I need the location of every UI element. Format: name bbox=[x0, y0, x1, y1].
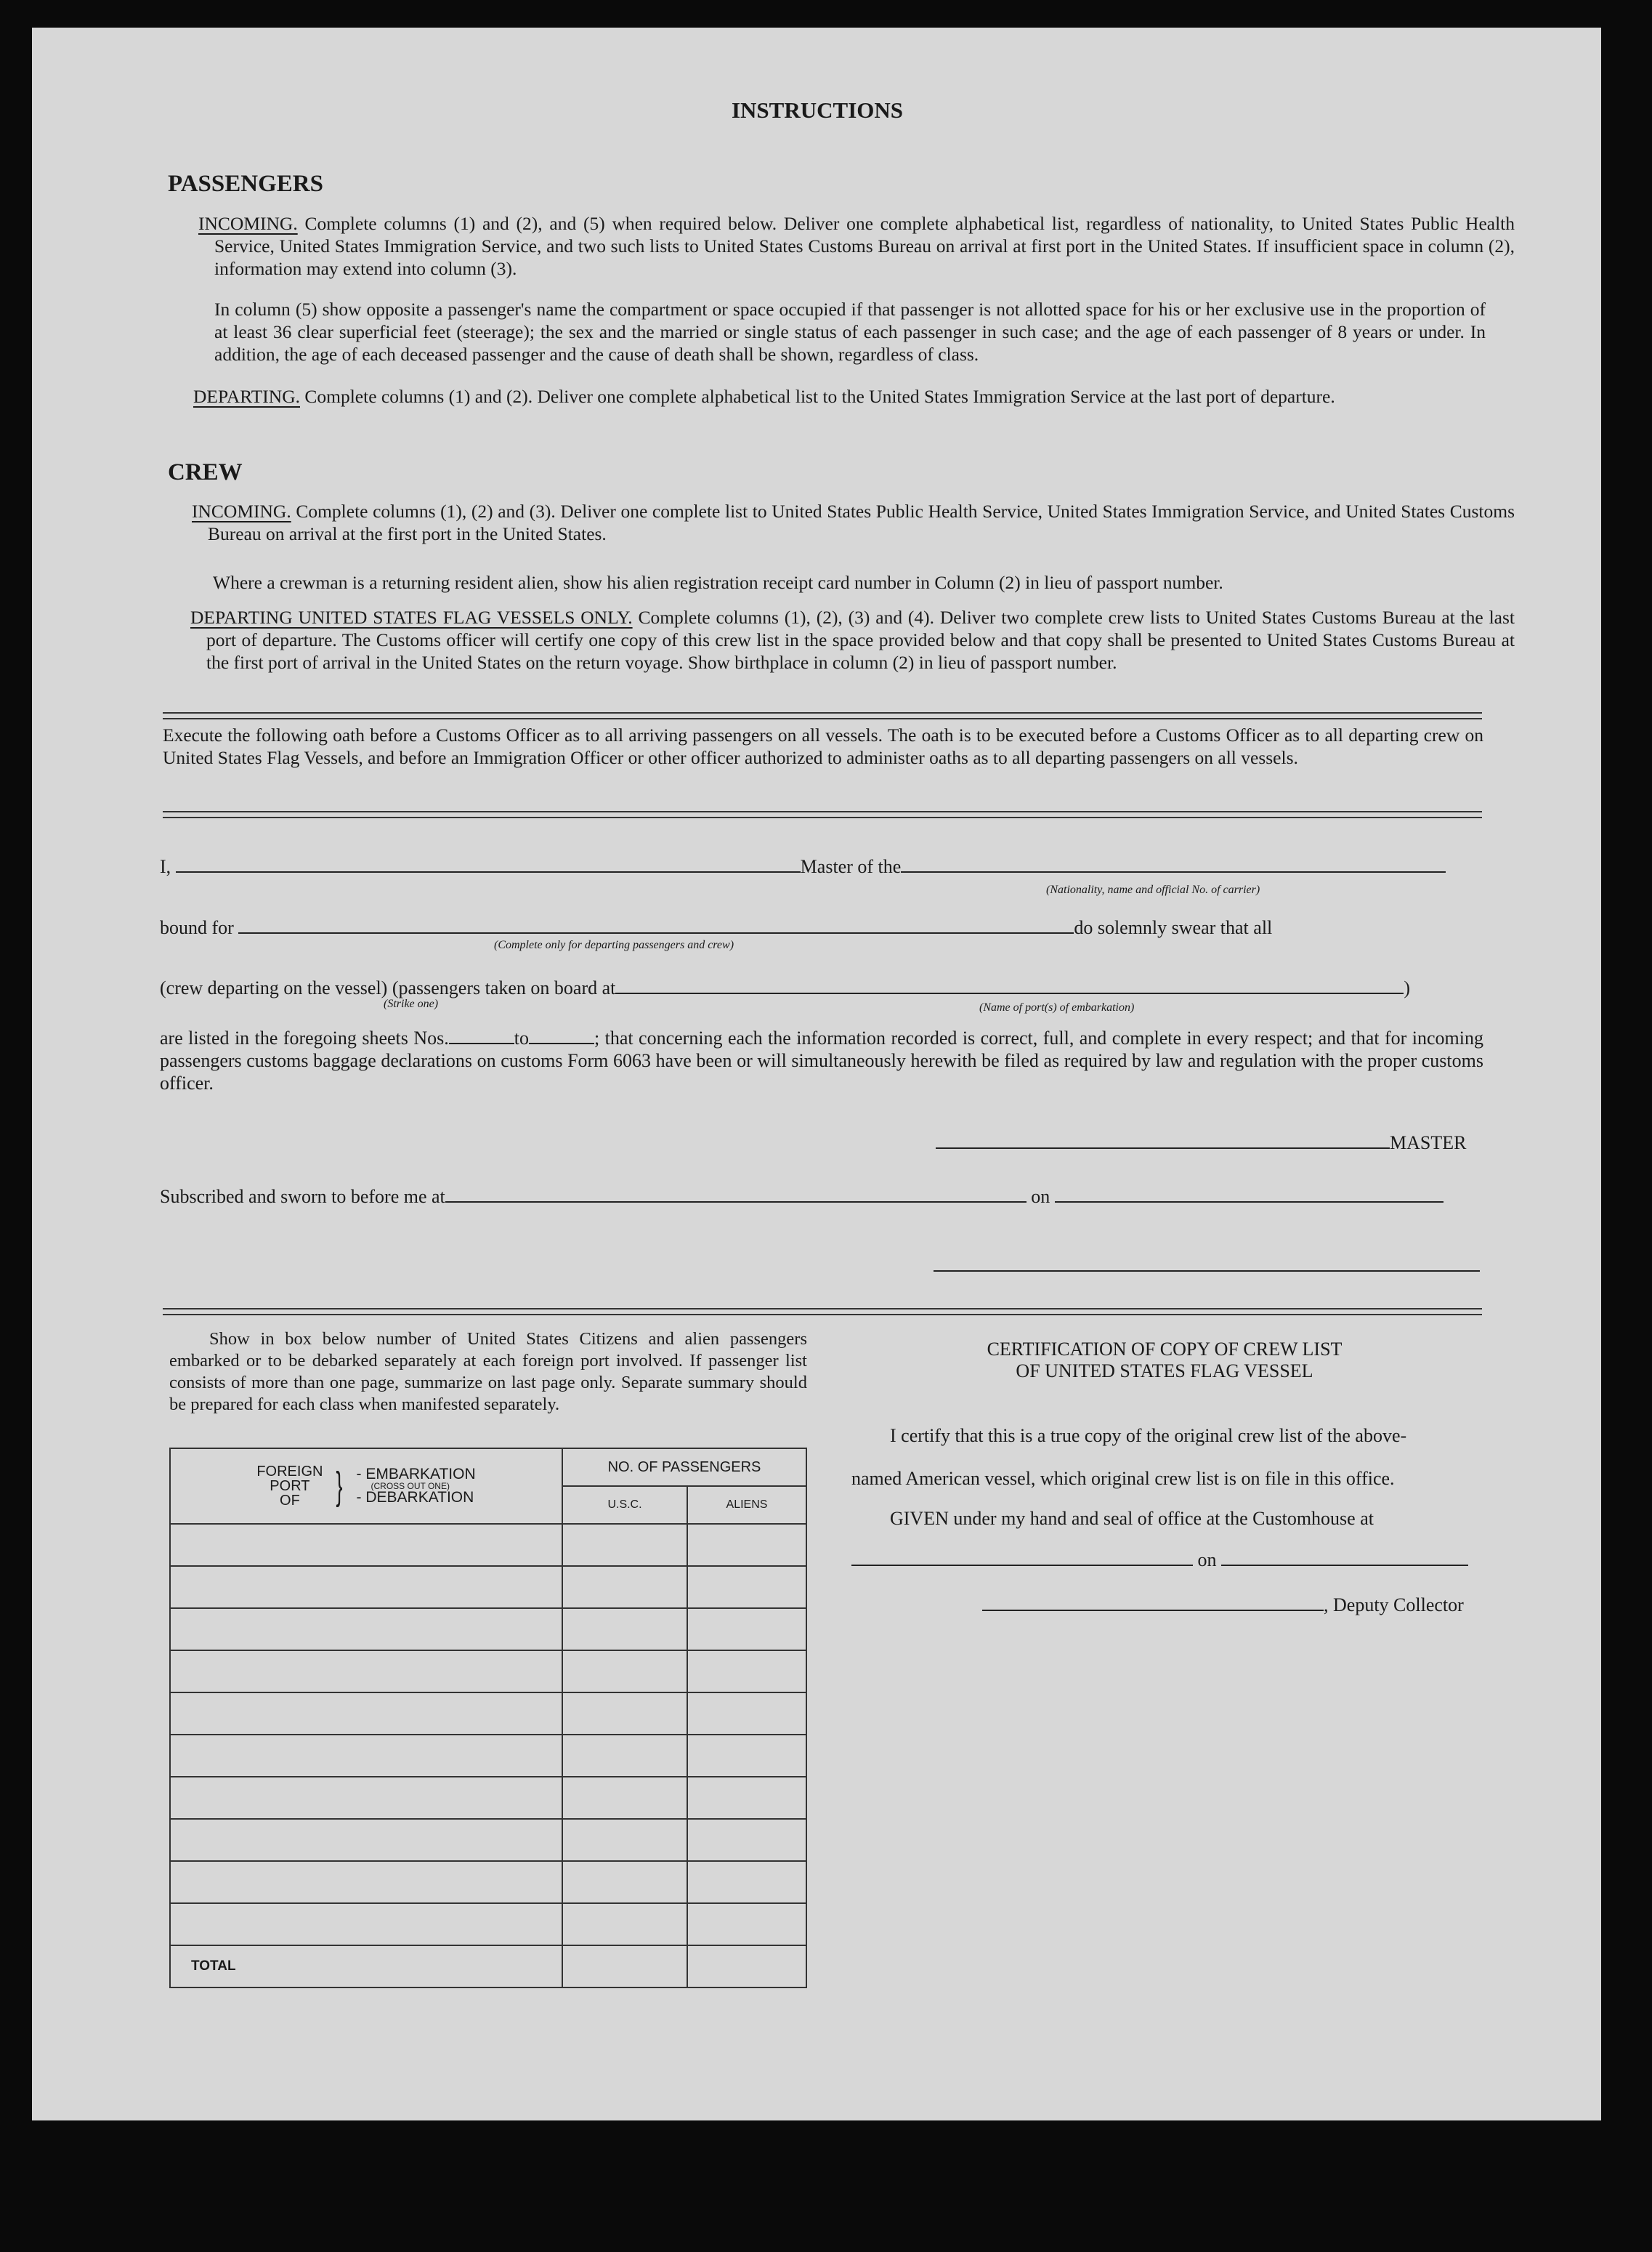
port-cell[interactable] bbox=[170, 1608, 562, 1650]
subscribed-line bbox=[160, 1186, 1444, 1208]
text: PORT bbox=[270, 1478, 310, 1494]
usc-cell[interactable] bbox=[562, 1735, 687, 1777]
text: CERTIFICATION OF COPY OF CREW LIST bbox=[987, 1339, 1343, 1360]
divider bbox=[163, 811, 1482, 818]
deputy-signature-field[interactable] bbox=[982, 1610, 1324, 1611]
aliens-header: ALIENS bbox=[687, 1486, 806, 1524]
aliens-cell[interactable] bbox=[687, 1735, 806, 1777]
text: OF UNITED STATES FLAG VESSEL bbox=[1016, 1360, 1313, 1381]
table-row bbox=[170, 1608, 806, 1650]
aliens-cell[interactable] bbox=[687, 1524, 806, 1566]
text: on bbox=[1197, 1549, 1217, 1570]
divider bbox=[163, 1308, 1482, 1315]
text: do solemnly swear that all bbox=[1074, 917, 1273, 938]
table-row bbox=[170, 1903, 806, 1945]
passenger-summary-table bbox=[169, 1448, 807, 1988]
usc-cell[interactable] bbox=[562, 1861, 687, 1903]
table-row bbox=[170, 1692, 806, 1735]
sworn-place-field[interactable] bbox=[445, 1201, 1027, 1203]
text: - DEBARKATION bbox=[356, 1489, 474, 1506]
sheet-from-field[interactable] bbox=[449, 1043, 514, 1044]
text: ; that concerning each the information recorded is correct, full, and complete in every respect; and that for incoming passengers customs baggage declarations on customs Form 6063 have been or will simultaneously herewith be filed as required by law and regulation with the proper customs officer. bbox=[160, 1028, 1483, 1094]
text: Complete columns (1) and (2), and (5) when required below. Deliver one complete alphabetical list, regardless of nationality, to United States Public Health Service, United States Immigration Service, and two such lists to United States Customs Bureau on arrival at first port in the United States. If insufficient space in column (2), information may extend into column (3). bbox=[214, 213, 1515, 279]
total-label: TOTAL bbox=[170, 1945, 562, 1987]
text: bound for bbox=[160, 917, 234, 938]
table-row bbox=[170, 1735, 806, 1777]
aliens-cell[interactable] bbox=[687, 1861, 806, 1903]
officer-signature-field[interactable] bbox=[934, 1270, 1480, 1272]
usc-cell[interactable] bbox=[562, 1777, 687, 1819]
passengers-departing bbox=[179, 385, 1515, 408]
carrier-caption: (Nationality, name and official No. of carrier) bbox=[1046, 884, 1260, 896]
crew-departing bbox=[176, 606, 1515, 674]
aliens-cell[interactable] bbox=[687, 1566, 806, 1608]
text: Subscribed and sworn to before me at bbox=[160, 1186, 445, 1207]
text: FOREIGN bbox=[256, 1464, 323, 1480]
port-cell[interactable] bbox=[170, 1903, 562, 1945]
port-cell[interactable] bbox=[170, 1650, 562, 1692]
oath-line-2 bbox=[160, 917, 1272, 939]
master-name-field[interactable] bbox=[176, 871, 801, 873]
aliens-cell[interactable] bbox=[687, 1608, 806, 1650]
label: INCOMING. bbox=[192, 501, 291, 522]
text: OF bbox=[280, 1493, 300, 1509]
passengers-header: NO. OF PASSENGERS bbox=[562, 1448, 806, 1486]
bound-caption: (Complete only for departing passengers and crew) bbox=[494, 939, 734, 951]
text: (crew departing on the vessel) bbox=[160, 977, 388, 998]
carrier-field[interactable] bbox=[901, 871, 1446, 873]
aliens-cell[interactable] bbox=[687, 1650, 806, 1692]
usc-cell[interactable] bbox=[562, 1566, 687, 1608]
crew-returning: Where a crewman is a returning resident alien, show his alien registration receipt card number in Column (2) in lieu of passport number. bbox=[213, 572, 1223, 593]
text: to bbox=[514, 1028, 529, 1049]
certification-line-2: named American vessel, which original crew list is on file in this office. bbox=[851, 1468, 1395, 1489]
passengers-incoming bbox=[184, 212, 1515, 280]
certification-line-1: I certify that this is a true copy of the original crew list of the above- bbox=[890, 1425, 1407, 1446]
total-usc-cell[interactable] bbox=[562, 1945, 687, 1987]
port-header bbox=[170, 1448, 562, 1524]
text: Complete columns (1) and (2). Deliver one complete alphabetical list to the United States Immigration Service at the last port of departure. bbox=[304, 386, 1335, 407]
label: INCOMING. bbox=[198, 213, 298, 234]
customhouse-field[interactable] bbox=[851, 1565, 1193, 1566]
port-cell[interactable] bbox=[170, 1861, 562, 1903]
text: Complete columns (1), (2) and (3). Deliver one complete list to United States Public Health Service, United States Immigration Service, and United States Customs Bureau on arrival at the first port in the United States. bbox=[208, 501, 1515, 544]
table-row bbox=[170, 1524, 806, 1566]
port-cell[interactable] bbox=[170, 1566, 562, 1608]
port-cell[interactable] bbox=[170, 1524, 562, 1566]
passengers-column5: In column (5) show opposite a passenger's name the compartment or space occupied if that passenger is not allotted space for his or her exclusive use in the proportion of at least 36 clear superficial feet (steerage); the sex and the married or single status of each passenger in such case; and the age of each passenger of 8 years or under. In addition, the age of each deceased passenger and the cause of death shall be shown, regardless of class. bbox=[214, 299, 1486, 365]
text: MASTER bbox=[1390, 1132, 1467, 1153]
usc-cell[interactable] bbox=[562, 1650, 687, 1692]
aliens-cell[interactable] bbox=[687, 1903, 806, 1945]
sheet-to-field[interactable] bbox=[529, 1043, 594, 1044]
divider bbox=[163, 712, 1482, 719]
label: DEPARTING UNITED STATES FLAG VESSELS ONLY. bbox=[190, 607, 633, 628]
strike-caption: (Strike one) bbox=[384, 998, 439, 1010]
text: Complete columns (1), (2), (3) and (4). Deliver two complete crew lists to United States Customs Bureau at the last port of departure. The Customs officer will certify one copy of this crew list in the space provided below and that copy shall be presented to United States Customs Bureau at the first port of arrival in the United States on the return voyage. Show birthplace in column (2) in lieu of passport number. bbox=[206, 607, 1515, 673]
text: Master of the bbox=[800, 856, 902, 877]
certification-heading bbox=[872, 1339, 1457, 1382]
sworn-date-field[interactable] bbox=[1055, 1201, 1444, 1203]
oath-listed bbox=[160, 1027, 1483, 1094]
usc-header: U.S.C. bbox=[562, 1486, 687, 1524]
usc-cell[interactable] bbox=[562, 1692, 687, 1735]
passengers-heading: PASSENGERS bbox=[168, 171, 323, 197]
port-field[interactable] bbox=[615, 993, 1404, 994]
usc-cell[interactable] bbox=[562, 1524, 687, 1566]
oath-line-3 bbox=[160, 977, 1410, 999]
table-row bbox=[170, 1566, 806, 1608]
page-title: INSTRUCTIONS bbox=[731, 97, 903, 123]
text: I, bbox=[160, 856, 171, 877]
text: - EMBARKATION bbox=[356, 1466, 476, 1482]
crew-heading: CREW bbox=[168, 459, 243, 485]
bound-for-field[interactable] bbox=[238, 932, 1074, 934]
table-row bbox=[170, 1861, 806, 1903]
table-row bbox=[170, 1777, 806, 1819]
text: (passengers taken on board at bbox=[392, 977, 616, 998]
port-caption: (Name of port(s) of embarkation) bbox=[979, 1001, 1135, 1014]
master-signature bbox=[936, 1132, 1466, 1154]
total-aliens-cell[interactable] bbox=[687, 1945, 806, 1987]
usc-cell[interactable] bbox=[562, 1903, 687, 1945]
table-row bbox=[170, 1819, 806, 1861]
master-signature-field[interactable] bbox=[936, 1147, 1390, 1149]
port-cell[interactable] bbox=[170, 1777, 562, 1819]
text: , Deputy Collector bbox=[1324, 1594, 1464, 1615]
aliens-cell[interactable] bbox=[687, 1819, 806, 1861]
crew-incoming bbox=[177, 500, 1515, 545]
text: (CROSS OUT ONE) bbox=[371, 1481, 450, 1491]
port-cell[interactable] bbox=[170, 1735, 562, 1777]
oath-line-1 bbox=[160, 856, 1446, 878]
port-cell[interactable] bbox=[170, 1692, 562, 1735]
certification-place-date bbox=[851, 1549, 1468, 1571]
oath-instruction: Execute the following oath before a Customs Officer as to all arriving passengers on all vessels. The oath is to be executed before a Customs Officer as to all departing crew on United States Flag Vessels, and before an Immigration Officer or other officer authorized to administer oaths as to all departing passengers on all vessels. bbox=[163, 725, 1483, 768]
label: DEPARTING. bbox=[193, 386, 300, 407]
deputy-collector-line bbox=[982, 1594, 1464, 1616]
text: are listed in the foregoing sheets Nos. bbox=[160, 1028, 449, 1049]
port-cell[interactable] bbox=[170, 1819, 562, 1861]
text: ) bbox=[1404, 977, 1411, 998]
usc-cell[interactable] bbox=[562, 1819, 687, 1861]
certification-line-3: GIVEN under my hand and seal of office at the Customhouse at bbox=[890, 1508, 1374, 1529]
aliens-cell[interactable] bbox=[687, 1692, 806, 1735]
text: on bbox=[1031, 1186, 1050, 1207]
table-row bbox=[170, 1650, 806, 1692]
cert-date-field[interactable] bbox=[1221, 1565, 1468, 1566]
summary-instruction: Show in box below number of United States Citizens and alien passengers embarked or to be debarked separately at each foreign port involved. If passenger list consists of more than one page, summarize on last page only. Separate summary should be prepared for each class when manifested separately. bbox=[169, 1329, 807, 1414]
aliens-cell[interactable] bbox=[687, 1777, 806, 1819]
usc-cell[interactable] bbox=[562, 1608, 687, 1650]
brace-icon: } bbox=[336, 1464, 344, 1508]
